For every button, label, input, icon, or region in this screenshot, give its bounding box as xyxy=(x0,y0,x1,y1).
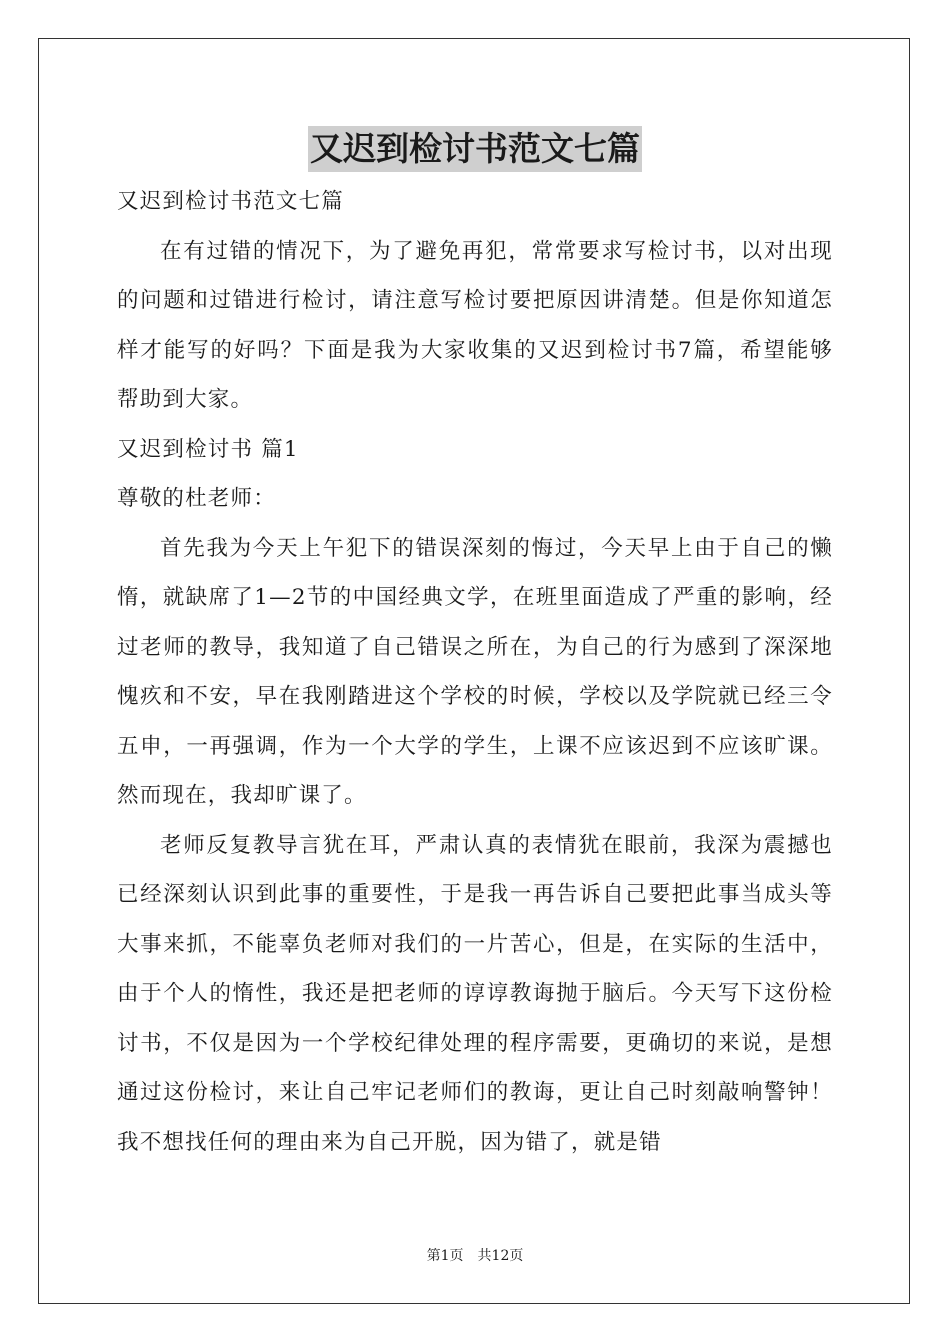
page-total: 共12页 xyxy=(477,1248,524,1264)
document-body xyxy=(117,177,833,1167)
page-footer xyxy=(0,1246,950,1266)
document-title: 又迟到检讨书范文七篇 xyxy=(308,126,642,172)
page-number: 第1页 xyxy=(426,1248,464,1264)
title-container xyxy=(0,126,950,172)
paragraph: 尊敬的杜老师： xyxy=(117,486,276,511)
paragraph: 又迟到检讨书 篇1 xyxy=(117,436,299,462)
paragraph: 在有过错的情况下，为了避免再犯，常常要求写检讨书，以对出现的问题和过错进行检讨，请注意写检讨要把原因讲清楚。但是你知道怎样才能写的好吗？下面是我为大家收集的又迟到检讨书7篇，希望能够帮助到大家。 xyxy=(117,238,833,412)
paragraph: 又迟到检讨书范文七篇 xyxy=(117,189,345,214)
paragraph: 老师反复教导言犹在耳，严肃认真的表情犹在眼前，我深为震撼也已经深刻认识到此事的重要性，于是我一再告诉自己要把此事当成头等大事来抓，不能辜负老师对我们的一片苦心，但是，在实际的生活中，由于个人的惰性，我还是把老师的谆谆教诲抛于脑后。今天写下这份检讨书，不仅是因为一个学校纪律处理的程序需要，更确切的来说，是想通过这份检讨，来让自己牢记老师们的教诲，更让自己时刻敲响警钟！我不想找任何的理由来为自己开脱，因为错了，就是错 xyxy=(117,832,833,1155)
paragraph: 首先我为今天上午犯下的错误深刻的悔过，今天早上由于自己的懒惰，就缺席了1—2节的中国经典文学，在班里面造成了严重的影响，经过老师的教导，我知道了自己错误之所在，为自己的行为感到了深深地愧疚和不安，早在我刚踏进这个学校的时候，学校以及学院就已经三令五申，一再强调，作为一个大学的学生，上课不应该迟到不应该旷课。然而现在，我却旷课了。 xyxy=(117,535,833,808)
